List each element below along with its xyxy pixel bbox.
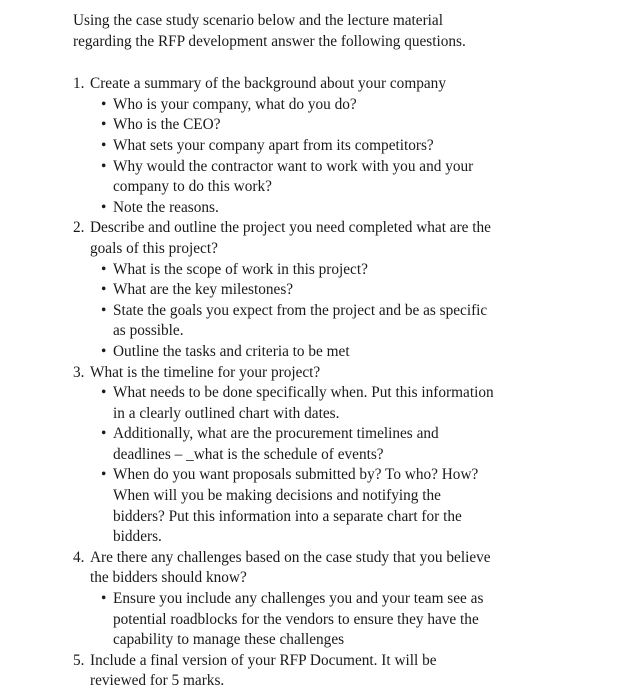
question-number: 1. xyxy=(73,75,85,93)
question-number: 5. xyxy=(73,651,85,669)
bullet-item xyxy=(100,465,608,547)
question-text: Create a summary of the background about your company xyxy=(90,75,446,93)
question-number: 4. xyxy=(73,548,85,566)
bullet-text: Who is your company, what do you do? xyxy=(113,95,357,113)
bullet-item xyxy=(100,95,608,116)
question-item xyxy=(73,218,608,362)
bullet-text: What needs to be done specifically when. Put this information in a clearly outlined chart with dates. xyxy=(113,384,494,422)
bullet-dot-icon: • xyxy=(101,136,107,154)
bullet-item xyxy=(100,115,608,136)
bullet-item xyxy=(100,383,608,424)
document-body xyxy=(73,11,608,692)
question-list xyxy=(73,74,608,692)
bullet-dot-icon: • xyxy=(101,198,107,216)
bullet-list xyxy=(90,260,608,363)
bullet-dot-icon: • xyxy=(101,260,107,278)
question-item xyxy=(73,363,608,548)
bullet-dot-icon: • xyxy=(101,590,107,608)
question-text: Describe and outline the project you need completed what are the goals of this project? xyxy=(90,219,491,257)
question-number: 2. xyxy=(73,219,85,237)
bullet-list xyxy=(90,383,608,548)
bullet-text: What are the key milestones? xyxy=(113,281,294,299)
question-item xyxy=(73,74,608,218)
bullet-text: Who is the CEO? xyxy=(113,116,221,134)
bullet-dot-icon: • xyxy=(101,116,107,134)
question-number: 3. xyxy=(73,363,85,381)
question-text: Are there any challenges based on the case study that you believe the bidders should know? xyxy=(90,548,491,587)
bullet-text: When do you want proposals submitted by? To who? How? When will you be making decisions and notifying the bidders? Put this information into a separate chart for the bidders. xyxy=(113,466,479,546)
bullet-list xyxy=(90,589,608,651)
bullet-text: Note the reasons. xyxy=(113,198,219,216)
question-text: Include a final version of your RFP Document. It will be reviewed for 5 marks. xyxy=(90,651,437,690)
bullet-text: Ensure you include any challenges you and your team see as potential roadblocks for the vendors to ensure they have the capability to manage these challenges xyxy=(113,590,484,649)
bullet-item xyxy=(100,424,608,465)
bullet-item xyxy=(100,136,608,157)
bullet-dot-icon: • xyxy=(101,466,107,484)
bullet-text: What sets your company apart from its competitors? xyxy=(113,136,434,154)
bullet-dot-icon: • xyxy=(101,425,107,443)
bullet-dot-icon: • xyxy=(101,157,107,175)
bullet-text: Why would the contractor want to work with you and your company to do this work? xyxy=(113,157,474,196)
bullet-dot-icon: • xyxy=(101,281,107,299)
question-item xyxy=(73,651,608,692)
bullet-item xyxy=(100,157,608,198)
bullet-dot-icon: • xyxy=(101,384,107,402)
bullet-item xyxy=(100,301,608,342)
bullet-dot-icon: • xyxy=(101,301,107,319)
bullet-item xyxy=(100,198,608,219)
question-item xyxy=(73,548,608,651)
intro-paragraph: Using the case study scenario below and the lecture material regarding the RFP development answer the following questions. xyxy=(73,12,466,50)
bullet-item xyxy=(100,589,608,651)
bullet-item xyxy=(100,342,608,363)
bullet-text: State the goals you expect from the project and be as specific as possible. xyxy=(113,301,488,340)
bullet-dot-icon: • xyxy=(101,95,107,113)
bullet-item xyxy=(100,260,608,281)
bullet-dot-icon: • xyxy=(101,342,107,360)
question-text: What is the timeline for your project? xyxy=(90,363,321,381)
bullet-text: Outline the tasks and criteria to be met xyxy=(113,342,350,360)
bullet-text: Additionally, what are the procurement timelines and deadlines – _what is the schedule of events? xyxy=(113,425,439,463)
bullet-item xyxy=(100,280,608,301)
bullet-list xyxy=(90,95,608,219)
bullet-text: What is the scope of work in this project? xyxy=(113,260,368,278)
